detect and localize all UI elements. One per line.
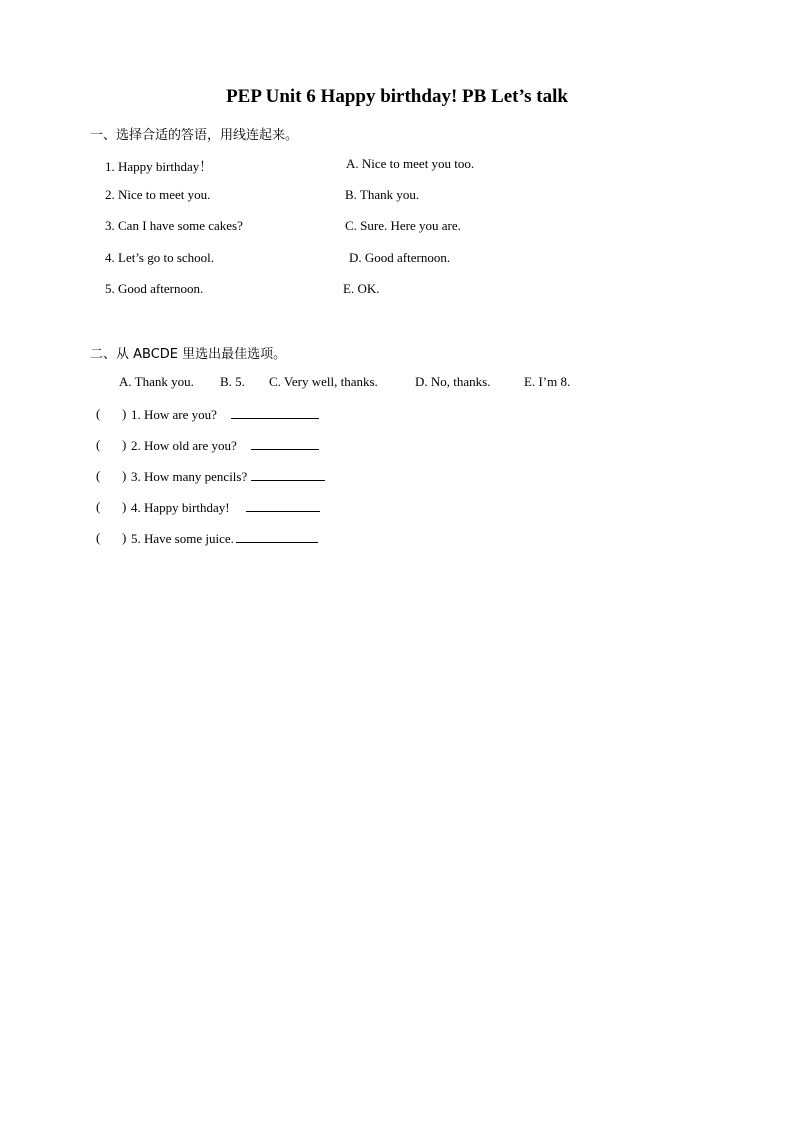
match-right-item: C. Sure. Here you are. <box>345 218 461 233</box>
answer-paren-close: ) <box>122 468 127 483</box>
section2-heading: 二、从 ABCDE 里选出最佳选项。 <box>90 347 287 362</box>
match-left-item: 2. Nice to meet you. <box>105 187 211 202</box>
option-item: B. 5. <box>220 374 245 389</box>
question-text: 4. Happy birthday! <box>131 500 230 515</box>
option-item: D. No, thanks. <box>415 374 491 389</box>
answer-blank[interactable] <box>236 530 318 543</box>
question-text: 3. How many pencils? <box>131 469 248 484</box>
question-text: 1. How are you? <box>131 407 217 422</box>
answer-paren-open: ( <box>96 406 101 421</box>
match-left-item: 4. Let’s go to school. <box>105 250 215 265</box>
answer-paren-open: ( <box>96 468 101 483</box>
match-left-item: 5. Good afternoon. <box>105 281 204 296</box>
match-left-item: 1. Happy birthday！ <box>105 159 213 174</box>
match-right-item: E. OK. <box>343 281 380 296</box>
question-text: 2. How old are you? <box>131 438 237 453</box>
option-item: C. Very well, thanks. <box>269 374 378 389</box>
answer-blank[interactable] <box>246 499 320 512</box>
match-left-item: 3. Can I have some cakes? <box>105 218 243 233</box>
option-item: A. Thank you. <box>119 374 194 389</box>
match-right-item: D. Good afternoon. <box>349 250 451 265</box>
answer-paren-open: ( <box>96 499 101 514</box>
match-right-item: B. Thank you. <box>345 187 420 202</box>
answer-paren-close: ) <box>122 406 127 421</box>
answer-paren-open: ( <box>96 530 101 545</box>
answer-paren-close: ) <box>122 437 127 452</box>
match-right-item: A. Nice to meet you too. <box>346 156 475 171</box>
page-title: PEP Unit 6 Happy birthday! PB Let’s talk <box>226 86 568 107</box>
answer-paren-open: ( <box>96 437 101 452</box>
answer-blank[interactable] <box>251 468 325 481</box>
section1-heading: 一、选择合适的答语，用线连起来。 <box>90 128 299 143</box>
answer-blank[interactable] <box>251 437 319 450</box>
answer-paren-close: ) <box>122 499 127 514</box>
answer-paren-close: ) <box>122 530 127 545</box>
question-text: 5. Have some juice. <box>131 531 234 546</box>
answer-blank[interactable] <box>231 406 319 419</box>
option-item: E. I’m 8. <box>524 374 571 389</box>
